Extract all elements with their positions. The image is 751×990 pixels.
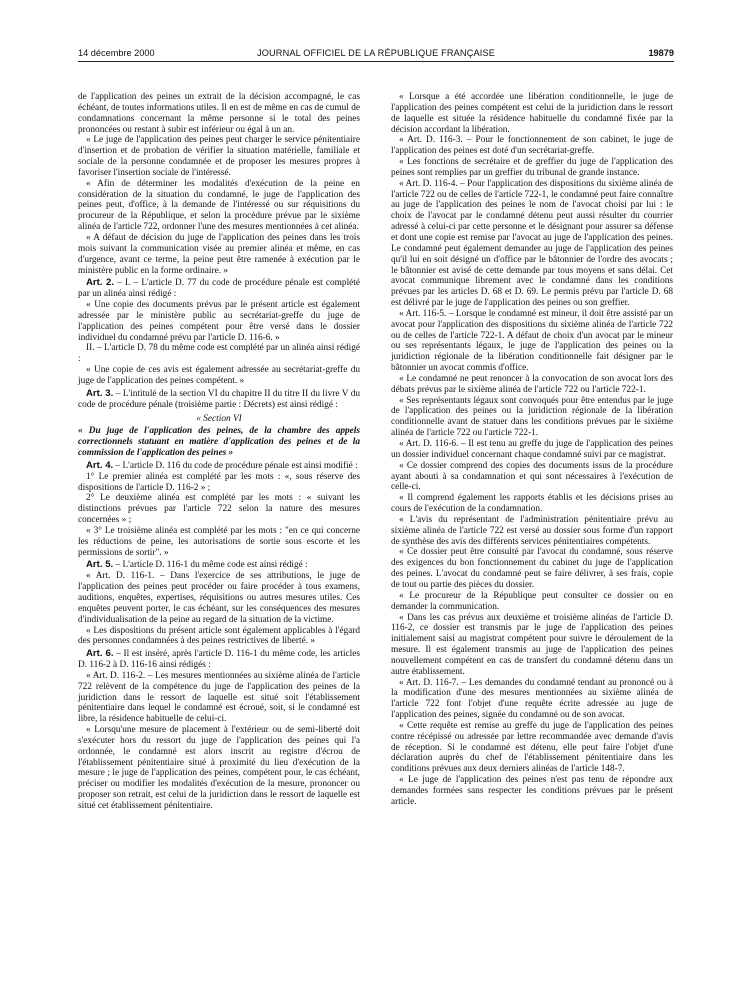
paragraph: « Les dispositions du présent article sont également applicables à l'égard des personnes condamnées à des peines restrictives de liberté. »: [78, 625, 360, 647]
paragraph: « Lorsque a été accordée une libération conditionnelle, le juge de l'application des peines compétent est celui de la juridiction dans le ressort de laquelle est située la résidence habituelle du condamné fixée par la décision accordant la libération.: [391, 92, 673, 135]
paragraph: « Ses représentants légaux sont convoqués pour être entendus par le juge de l'application des peines ou la juridiction régionale de la libération conditionnelle avant de statuer dans les conditions prévues par le sixième alinéa de l'article 722 ou l'article 722-1.: [391, 395, 673, 439]
paragraph: « Le juge de l'application des peines peut charger le service pénitentiaire d'insertion et de probation de vérifier la situation matérielle, familiale et sociale de la personne condamnée et de proposer les mesures propres à favoriser l'insertion sociale de l'intéressé.: [78, 135, 360, 178]
paragraph: de l'application des peines un extrait de la décision accompagné, le cas échéant, de toutes informations utiles. Il en est de même en cas de cumul de condamnations concernant la même personne si le total des peines prononcées ou restant à subir est inférieur ou égal à un an.: [78, 92, 360, 135]
right-column: [391, 92, 673, 808]
paragraph: « Le juge de l'application des peines n'est pas tenu de répondre aux demandes formées sans respecter les conditions prévues par le présent article.: [391, 775, 673, 807]
article-label: Art. 4.: [86, 459, 114, 471]
paragraph: « Art. D. 116-3. – Pour le fonctionnement de son cabinet, le juge de l'application des peines est doté d'un secrétariat-greffe.: [391, 135, 673, 157]
article-label: Art. 2.: [86, 277, 115, 289]
paragraph: « Art. D. 116-7. – Les demandes du condamné tendant au prononcé ou à la modification d'une des mesures mentionnées au sixième alinéa de l'article 722 font l'objet d'une requête écrite adressée au juge de l'application des peines, signée du condamné ou de son avocat.: [391, 677, 673, 721]
page-number: 19879: [648, 48, 674, 58]
header-rule: [78, 61, 674, 62]
article-5: Art. 5. – L'article D. 116-1 du même code est ainsi rédigé :: [86, 559, 308, 571]
paragraph: « Art. D. 116-1. – Dans l'exercice de ses attributions, le juge de l'application des peines peut procéder ou faire procéder à tous examens, auditions, enquêtes, expertises, réquisitions ou autres mesures utiles. Ces enquêtes peuvent porter, le cas échéant, sur les conséquences des mesures d'individualisation de la peine au regard de la situation de la victime.: [78, 571, 360, 625]
paragraph: « Cette requête est remise au greffe du juge de l'application des peines contre récépissé ou adressée par lettre recommandée avec demande d'avis de réception. Si le condamné est détenu, elle peut faire l'objet d'une déclaration auprès du chef de l'établissement pénitentiaire dans les conditions prévues aux deux derniers alinéas de l'article 148-7.: [391, 720, 673, 775]
paragraph: « Dans les cas prévus aux deuxième et troisième alinéas de l'article D. 116-2, ce dossier est transmis par le juge de l'application des peines initialement saisi au magistrat compétent pour suivre le déroulement de la mesure. Il est également transmis au juge de l'application des peines nouvellement compétent en cas de transfert du condamné détenu dans un autre établissement.: [391, 612, 673, 677]
header-date: 14 décembre 2000: [78, 48, 155, 58]
paragraph: « Il comprend également les rapports établis et les décisions prises au cours de l'exécution de la condamnation.: [391, 493, 673, 515]
article-label: Art. 3.: [86, 387, 114, 399]
paragraph: « Ce dossier peut être consulté par l'avocat du condamné, sous réserve des exigences du bon fonctionnement du cabinet du juge de l'application des peines. L'avocat du condamné peut se faire délivrer, à ses frais, copie de tout ou partie des pièces du dossier.: [391, 547, 673, 590]
section-title: « Du juge de l'application des peines, de la chambre des appels correctionnels statuant en matière d'application des peines et de la commission de l'application des peines »: [78, 426, 360, 458]
paragraph: « Art. D. 116-4. – Pour l'application des dispositions du sixième alinéa de l'article 722 ou de celles de l'article 722-1, le condamné peut faire connaître au juge de l'application des peines le nom de l'avocat choisi par lui : le choix de l'avocat par le condamné détenu peut aussi résulter du courrier adressé à celui-ci par cette personne et le désignant pour assurer sa défense et dont une copie est remise par l'avocat au juge de l'application des peines. Le condamné peut également demander au juge de l'application des peines qu'il lui en soit désigné un d'office par le bâtonnier de l'ordre des avocats ; le bâtonnier est avisé de cette demande par tous moyens et sans délai. Cet avocat communique librement avec le condamné dans les conditions prévues par les articles D. 68 et D. 69. Le permis prévu par l'article D. 68 est délivré par le juge de l'application des peines ou son greffier.: [391, 178, 673, 309]
left-column: [78, 92, 360, 812]
page-header: [78, 46, 674, 60]
paragraph: « Art. D. 116-2. – Les mesures mentionnées au sixième alinéa de l'article 722 relèvent de la compétence du juge de l'application des peines de la juridiction dans le ressort de laquelle est situé soit l'établissement pénitentiaire dans lequel le condamné est écroué, soit, si le condamné est libre, la résidence habituelle de celui-ci.: [78, 670, 360, 725]
section-heading: « Section VI: [196, 414, 242, 425]
paragraph: « Une copie des documents prévus par le présent article est également adressée par le ministère public au secrétariat-greffe du juge de l'application des peines compétent pour être versé dans le dossier individuel du condamné prévu par l'article D. 116-6. »: [78, 300, 360, 343]
paragraph: « 3° Le troisième alinéa est complété par les mots : "en ce qui concerne les réductions de peine, les autorisations de sortie sous escorte et les permissions de sortir". »: [78, 525, 360, 558]
article-3: Art. 3. – L'intitulé de la section VI du chapitre II du titre II du livre V du code de procédure pénale (troisième partie : Décrets) est ainsi rédigé :: [78, 387, 360, 410]
paragraph: « Art. 116-5. – Lorsque le condamné est mineur, il doit être assisté par un avocat pour l'application des dispositions du sixième alinéa de l'article 722 ou de celles de l'article 722-1. A défaut de choix d'un avocat par le mineur ou ses représentants légaux, le juge de l'application des peines ou la juridiction régionale de la libération conditionnelle fait désigner par le bâtonnier un avocat commis d'office.: [391, 308, 673, 374]
article-6: Art. 6. – Il est inséré, après l'article D. 116-1 du même code, les articles D. 116-2 à D. 116-16 ainsi rédigés :: [78, 648, 360, 671]
article-label: Art. 5.: [86, 559, 114, 571]
paragraph: 1° Le premier alinéa est complété par les mots : «, sous réserve des dispositions de l'article D. 116-2 » ;: [78, 471, 360, 493]
paragraph: « Art. D. 116-6. – Il est tenu au greffe du juge de l'application des peines un dossier individuel concernant chaque condamné suivi par ce magistrat.: [391, 439, 673, 460]
paragraph: 2° Le deuxième alinéa est complété par les mots : « suivant les distinctions prévues par l'article 722 selon la nature des mesures concernées » ;: [78, 493, 360, 526]
paragraph: II. – L'article D. 78 du même code est complété par un alinéa ainsi rédigé :: [78, 343, 360, 365]
paragraph: « Le procureur de la République peut consulter ce dossier ou en demander la communication.: [391, 590, 673, 612]
paragraph: « Ce dossier comprend des copies des documents issus de la procédure ayant abouti à sa condamnation et qui sont nécessaires à l'exécution de celle-ci.: [391, 460, 673, 493]
paragraph: « L'avis du représentant de l'administration pénitentiaire prévu au sixième alinéa de l'article 722 est versé au dossier sous forme d'un rapport de synthèse des avis des différents services pénitentiaires compétents.: [391, 514, 673, 547]
paragraph: « Une copie de ces avis est également adressée au secrétariat-greffe du juge de l'application des peines compétent. »: [78, 365, 360, 386]
paragraph: « Les fonctions de secrétaire et de greffier du juge de l'application des peines sont remplies par un greffier du tribunal de grande instance.: [391, 157, 673, 178]
paragraph: « Lorsqu'une mesure de placement à l'extérieur ou de semi-liberté doit s'exécuter hors du ressort du juge de l'application des peines qui l'a ordonnée, le condamné est alors inscrit au registre d'écrou de l'établissement pénitentiaire situé à proximité du lieu d'exécution de la mesure ; le juge de l'application des peines, compétent pour, le cas échéant, préciser ou modifier les modalités d'exécution de la mesure, prononcer ou proposer son retrait, est celui de la juridiction dans le ressort de laquelle est situé cet établissement pénitentiaire.: [78, 725, 360, 811]
header-title: JOURNAL OFFICIEL DE LA RÉPUBLIQUE FRANÇAISE: [256, 48, 496, 58]
article-label: Art. 6.: [86, 648, 114, 660]
article-2: Art. 2. – I. – L'article D. 77 du code de procédure pénale est complété par un alinéa ainsi rédigé :: [78, 277, 360, 300]
paragraph: « A défaut de décision du juge de l'application des peines dans les trois mois suivant la communication visée au premier alinéa et même, en cas d'urgence, avant ce terme, la peine peut être ramenée à exécution par le ministère public en la forme ordinaire. »: [78, 232, 360, 276]
article-4: Art. 4. – L'article D. 116 du code de procédure pénale est ainsi modifié :: [86, 459, 358, 471]
paragraph: « Le condamné ne peut renoncer à la convocation de son avocat lors des débats prévus par le sixième alinéa de l'article 722 ou l'article 722-1.: [391, 373, 673, 395]
paragraph: « Afin de déterminer les modalités d'exécution de la peine en considération de la situation du condamné, le juge de l'application des peines peut, d'office, à la demande de l'intéressé ou sur réquisitions du procureur de la République, et selon la procédure prévue par le sixième alinéa de l'article 722, ordonner l'une des mesures mentionnées à cet alinéa.: [78, 178, 360, 233]
